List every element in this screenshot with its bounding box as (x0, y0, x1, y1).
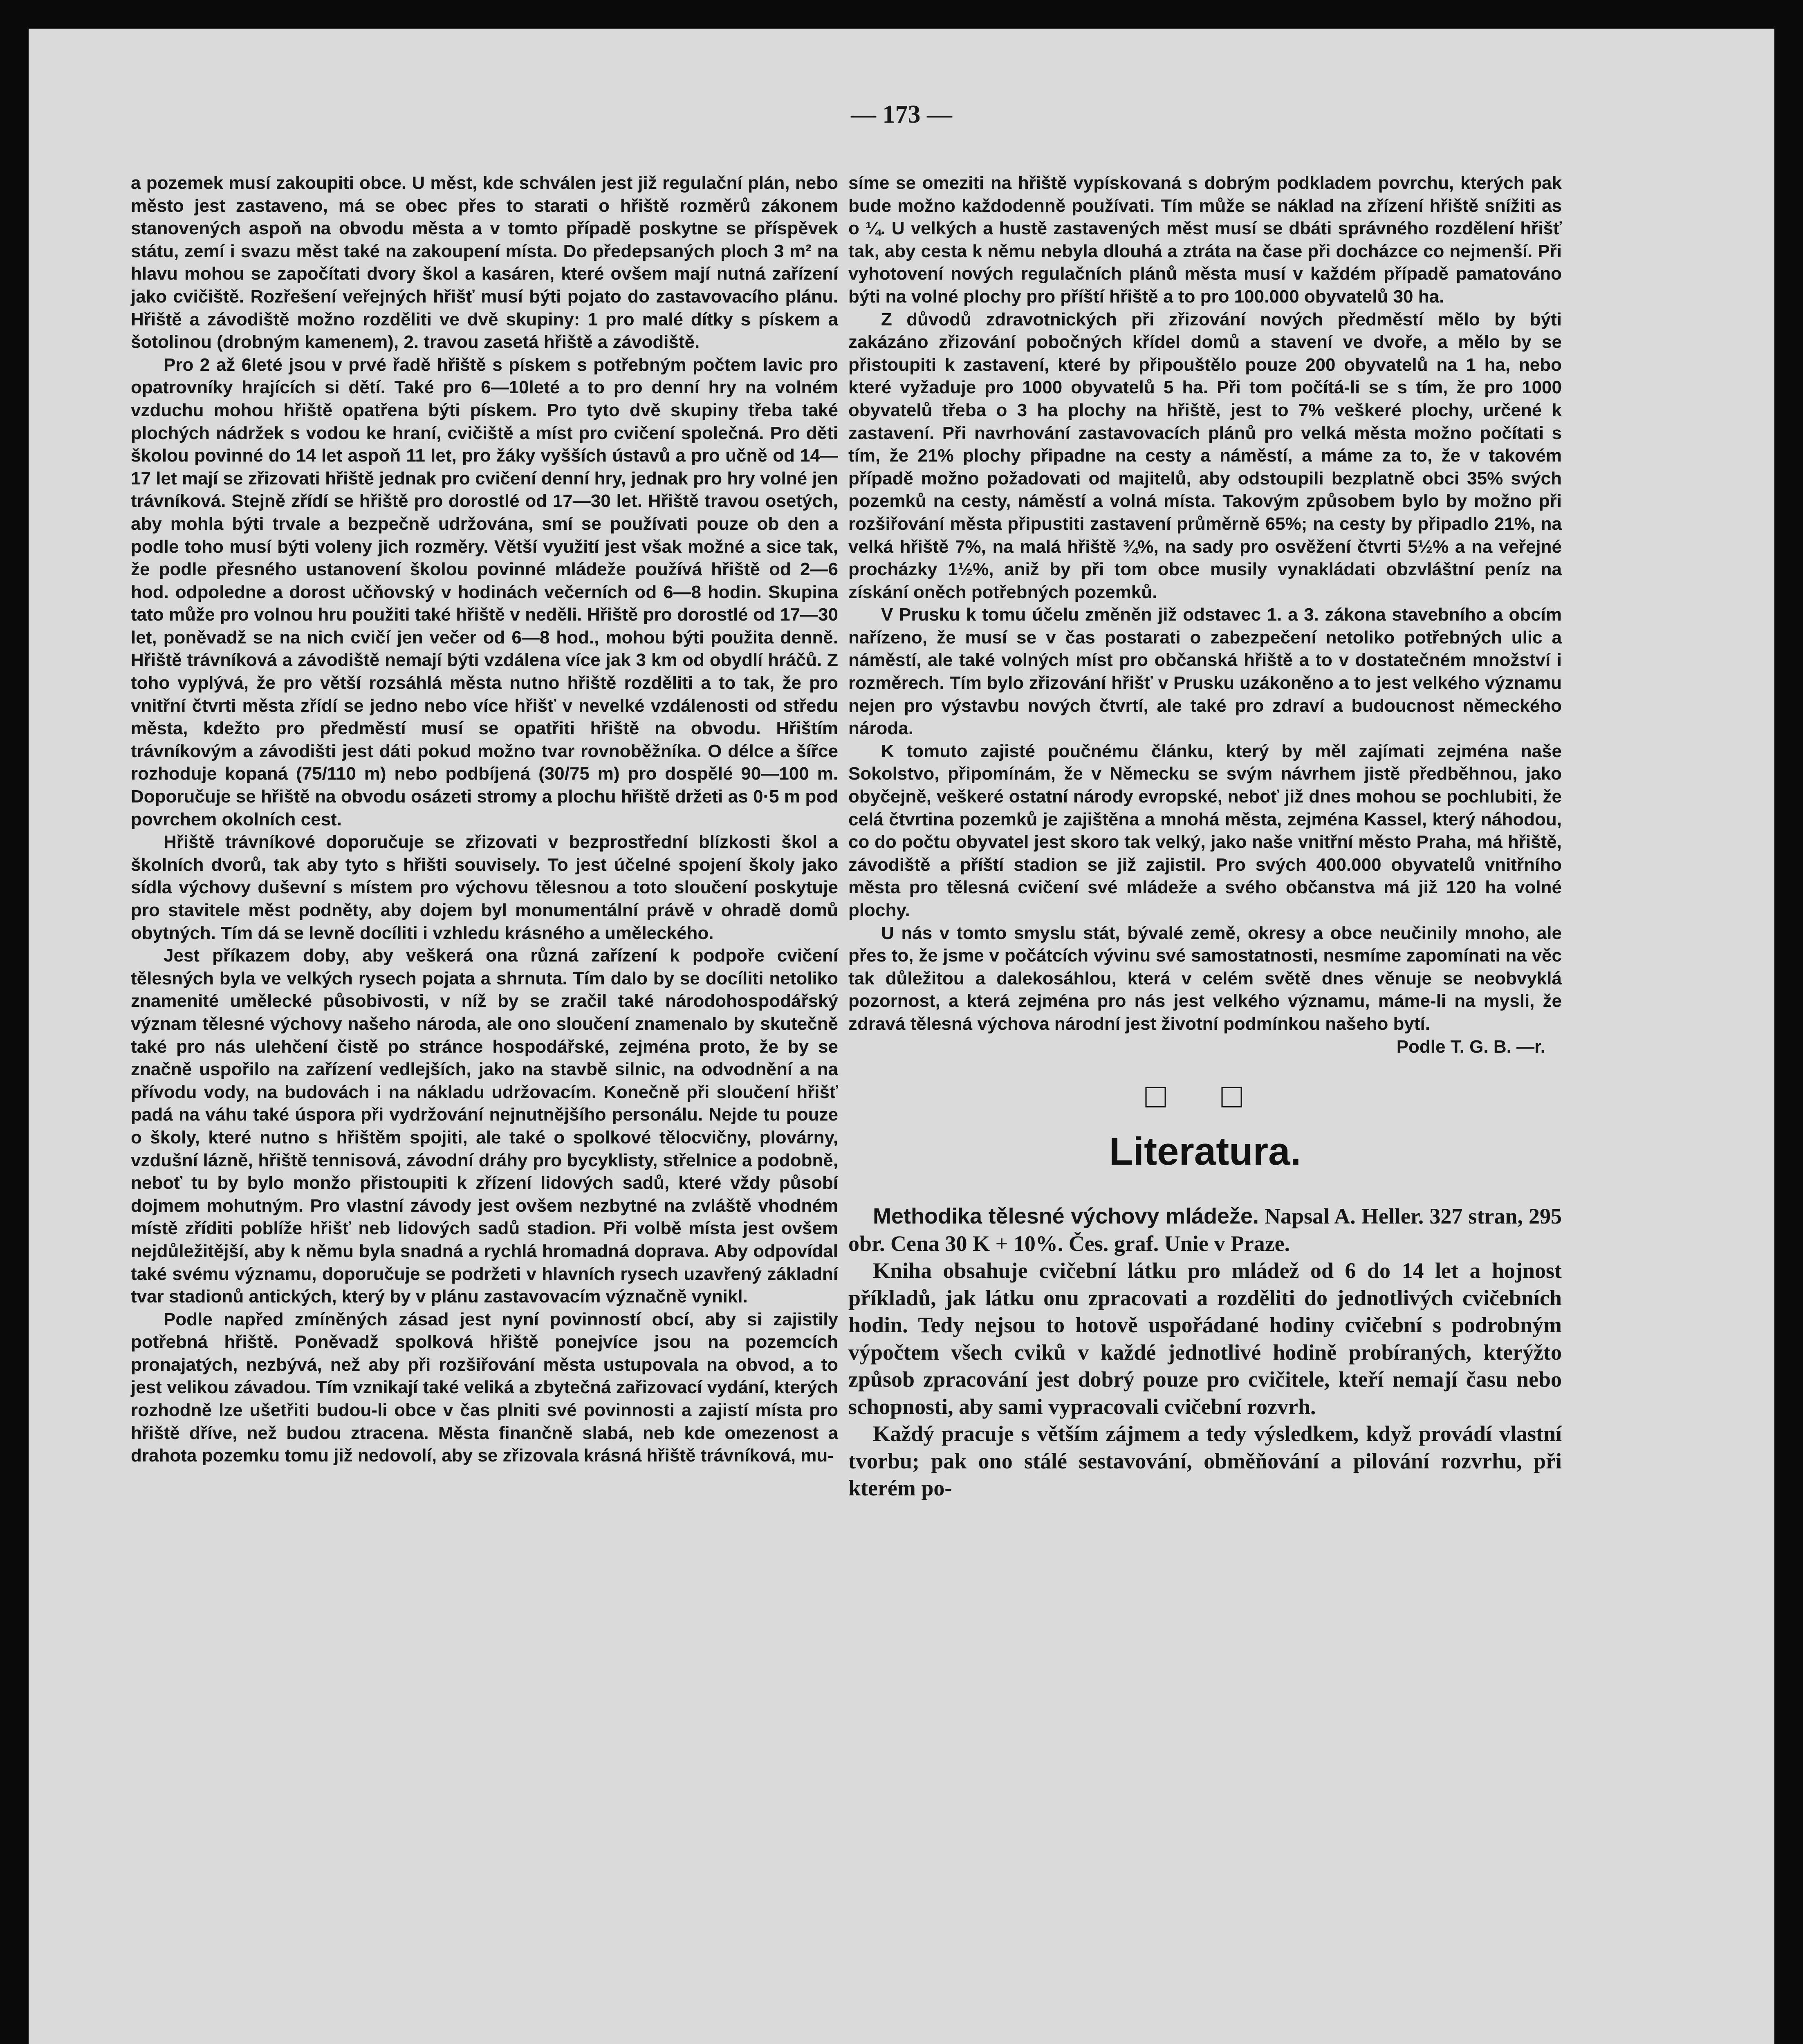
paragraph: síme se omeziti na hřiště vypískovaná s dobrým podkladem povrchu, kterých pak bude možno každodenně používati. Tím může se náklad na zřízení hřiště snížiti as o ¼. U velkých a hustě zastavených měst musí se dbáti správného rozdělení hřišť tak, aby cesta k němu nebyla dlouhá a ztráta na čase při docházce co nejmenší. Při vyhotovení nových regulačních plánů města musí v každém případě pamatováno býti na volné plochy pro příští hřiště a to pro 100.000 obyvatelů 30 ha. (848, 173, 1562, 307)
book-details: Napsal A. Heller. 327 stran, 295 obr. Cena 30 K + 10%. Čes. graf. Unie v Praze. (848, 1204, 1562, 1256)
paragraph: K tomuto zajisté poučnému článku, který by měl zajímati zejména naše Sokolstvo, připomínám, že v Německu se svým návrhem jistě předběhnou, jako obyčejně, veškeré ostatní národy evropské, neboť již dnes mohou se pochlubiti, že celá čtvrtina pozemků je zajištěna a mnohá města, zejména Kassel, který náhodou, co do počtu obyvatel jest skoro tak velký, jako naše vnitřní město Praha, má hřiště, závodiště a příští stadion se již zajistil. Pro svých 400.000 obyvatelů vnitřního města pro tělesná cvičení své mládeže a svého občanstva má již 120 ha volné plochy. (848, 741, 1562, 920)
paragraph: Hřiště trávníkové doporučuje se zřizovati v bezprostřední blízkosti škol a školních dvorů, tak aby tyto s hřišti souvisely. To jest účelné spojení školy jako sídla výchovy duševní s místem pro výchovu tělesnou a toto sloučení poskytuje pro stavitele měst podněty, aby dojem byl monumentální právě v ohradě domů obytných. Tím dá se levně docíliti i vzhledu krásného a uměleckého. (131, 832, 838, 943)
paragraph: a pozemek musí zakoupiti obce. U měst, kde schválen jest již regulační plán, nebo město jest zastaveno, má se obec přes to starati o hřiště rozměrů zákonem stanovených aspoň na obvodu města a v tomto případě poskytne se příspěvek státu, zemí i svazu měst také na zakoupení místa. Do předepsaných ploch 3 m² na hlavu mohou se započítati dvory škol a kasáren, které ovšem mají nutná zařízení jako cvičiště. Rozřešení veřejných hřišť musí býti pojato do zastavovacího plánu. Hřiště a závodiště možno rozděliti ve dvě skupiny: 1 pro malé dítky s pískem a šotolinou (drobným kamenem), 2. travou zasetá hřiště a závodiště. (131, 173, 838, 352)
book-title: Methodika tělesné výchovy mládeže. (873, 1204, 1259, 1229)
left-column (131, 172, 838, 1467)
article-signature: Podle T. G. B. —r. (1396, 1036, 1545, 1057)
paragraph: V Prusku k tomu účelu změněn již odstavec 1. a 3. zákona stavebního a obcím nařízeno, že musí se v čas postarati o zabezpečení netoliko potřebných ulic a náměstí, ale také volných míst pro občanská hřiště a to v dostatečném množství i rozměrech. Tím bylo zřizování hřišť v Prusku uzákoněno a to jest velkého významu nejen pro výstavbu nových čtvrtí, ale také pro zdraví a budoucnost německého národa. (848, 605, 1562, 739)
right-column (848, 172, 1562, 1502)
literature-section (848, 1203, 1562, 1502)
paragraph: Pro 2 až 6leté jsou v prvé řadě hřiště s pískem s potřebným počtem lavic pro opatrovníky hrajících si dětí. Také pro 6—10leté a to pro denní hry na volném vzduchu mohou hřiště opatřena býti pískem. Pro tyto dvě skupiny třeba také plochých nádržek s vodou ke hraní, cvičiště a míst pro cvičení společná. Pro děti školou povinné do 14 let aspoň 11 let, pro žáky vyšších ústavů a pro učně od 14—17 let mají se zřizovati hřiště jednak pro cvičení denní hry, jednak pro hry volné jen trávníková. Stejně zřídí se hřiště pro dorostlé od 17—30 let. Hřiště travou osetých, aby mohla býti trvale a bezpečně udržována, smí se používati pouze ob den a podle toho musí býti voleny jich rozměry. Větší využití jest však možné a sice tak, že podle přesného ustanovení školou povinné mládeže používá hřiště od 2—6 hod. odpoledne a dorost učňovský v hodinách večerních od 6—8 hodin. Skupina tato může pro volnou hru použiti také hřiště v neděli. Hřiště pro dorostlé od 17—30 let, poněvadž se na nich cvičí jen večer od 6—8 hod., mohou býti použita denně. Hřiště trávníková a závodiště nemají býti vzdálena více jak 3 km od obydlí hráčů. Z toho vyplývá, že pro větší rozsáhlá města nutno hřiště rozděliti a to tak, že pro vnitřní čtvrti města zřídí se jedno nebo více hřišť v nevelké vzdálenosti od středu města, kdežto pro předměstí musí se opatřiti hřiště na obvodu. Hřištím trávníkovým a závodišti jest dáti pokud možno tvar rovnoběžníka. O délce a šířce rozhoduje kopaná (75/110 m) nebo podbíjená (30/75 m) pro dospělé 90—100 m. Doporučuje se hřiště na obvodu osázeti stromy a plochu hřiště držeti as 0·5 m pod povrchem okolních cest. (131, 354, 838, 829)
page-number: — 173 — (851, 101, 952, 128)
review-paragraph: Každý pracuje s větším zájmem a tedy výsledkem, když provádí vlastní tvorbu; pak ono stálé sestavování, obměňování a pilování rozvrhu, při kterém po- (848, 1421, 1562, 1501)
section-divider: □ □ (1145, 1076, 1265, 1115)
book-entry (848, 1203, 1562, 1257)
paragraph: U nás v tomto smyslu stát, bývalé země, okresy a obce neučinily mnoho, ale přes to, že jsme v počátcích vývinu své samostatnosti, nesmíme zapomínati na věc tak důležitou a dalekosáhlou, která v celém světě dnes věnuje se neobvyklá pozornost, a která zejména pro nás jest velkého významu, máme-li na mysli, že zdravá tělesná výchova národní jest životní podmínkou našeho bytí. (848, 923, 1562, 1034)
paragraph: Podle napřed zmíněných zásad jest nyní povinností obcí, aby si zajistily potřebná hřiště. Poněvadž spolková hřiště ponejvíce jsou na pozemcích pronajatých, nezbývá, než aby při rozšiřování města ustupovala na obvod, a to jest velikou závadou. Tím vznikají také veliká a zbytečná zařizovací vydání, kterých rozhodně lze ušetřiti budou-li obce v čas plniti své povinnosti a zajistí místa pro hřiště dříve, než budou ztracena. Města finančně slabá, neb kde omezenost a drahota pozemku tomu již nedovolí, aby se zřizovala krásná hřiště trávníková, mu- (131, 1309, 838, 1466)
section-heading: Literatura. (1109, 1130, 1301, 1174)
paragraph: Jest příkazem doby, aby veškerá ona různá zařízení k podpoře cvičení tělesných byla ve velkých rysech pojata a shrnuta. Tím dalo by se docíliti netoliko znamenité umělecké působivosti, v níž by se zračil také národohospodářský význam tělesné výchovy našeho národa, ale ono sloučení znamenalo by skutečně také pro nás ulehčení čistě po stránce hospodářské, zejména proto, že by se značně uspořilo na zařízení vedlejších, jako na stavbě silnic, na odvodnění a na přívodu vody, na budovách i na nákladu udržovacím. Konečně při sloučení hřišť padá na váhu také úspora při vydržování nejnutnějšího personálu. Nejde tu pouze o školy, které nutno s hřištěm spojiti, ale také o spolkové tělocvičny, plovárny, vzdušní lázně, hřiště tennisová, závodní dráhy pro bycyklisty, střelnice a podobně, neboť tu by bylo monžo přistoupiti k zřízení lidových sadů, které vždy působí dojmem mohutným. Pro vlastní závody jest ovšem nezbytné na zvláště vhodném místě zříditi poblíže hřišť neb lidových sadů stadion. Při volbě místa jest ovšem nejdůležitější, aby k němu byla snadná a rychlá hromadná doprava. Aby odpovídal také svému významu, doporučuje se podržeti v hlavních rysech uzavřený základní tvar stadionů antických, který by v plánu zastavovacím význačně vynikl. (131, 946, 838, 1307)
review-paragraph: Kniha obsahuje cvičební látku pro mládež od 6 do 14 let a hojnost příkladů, jak látku onu zpracovati a rozděliti do jednotlivých cvičebních hodin. Tedy nejsou to hotově uspořádané hodiny cvičební s podrobným výpočtem všech cviků v každé jednotlivé hodině probíraných, kterýžto způsob zpracování jest dobrý pouze pro cvičitele, kteří nemají času nebo schopnosti, aby sami vypracovali cvičební rozvrh. (848, 1258, 1562, 1419)
document-page (29, 29, 1774, 2044)
paragraph: Z důvodů zdravotnických při zřizování nových předměstí mělo by býti zakázáno zřizování pobočných křídel domů a stavení ve dvoře, a mělo by se přistoupiti k zastavení, které by připouštělo pouze 200 obyvatelů na 1 ha, nebo které vyžaduje pro 1000 obyvatelů 5 ha. Při tom počítá-li se s tím, že pro 1000 obyvatelů třeba o 3 ha plochy na hřiště, jest to 7% veškeré plochy, určené k zastavení. Při navrhování zastavovacích plánů pro velká města možno počítati s tím, že 21% plochy připadne na cesty a náměstí, a máme za to, že v takovém případě možno požadovati od majitelů, aby odstoupili bezplatně obci 35% svých pozemků na cesty, náměstí a volná místa. Takovým způsobem bylo by možno při rozšiřování města připustiti zastavení průměrně 65%; na cesty by připadlo 21%, na velká hřiště 7%, na malá hřiště ¾%, na sady pro osvěžení čtvrti 5½% a na veřejné procházky 1½%, aniž by při tom obce musily vynakládati obzvláštní peníz na získání oněch potřebných pozemků. (848, 309, 1562, 602)
